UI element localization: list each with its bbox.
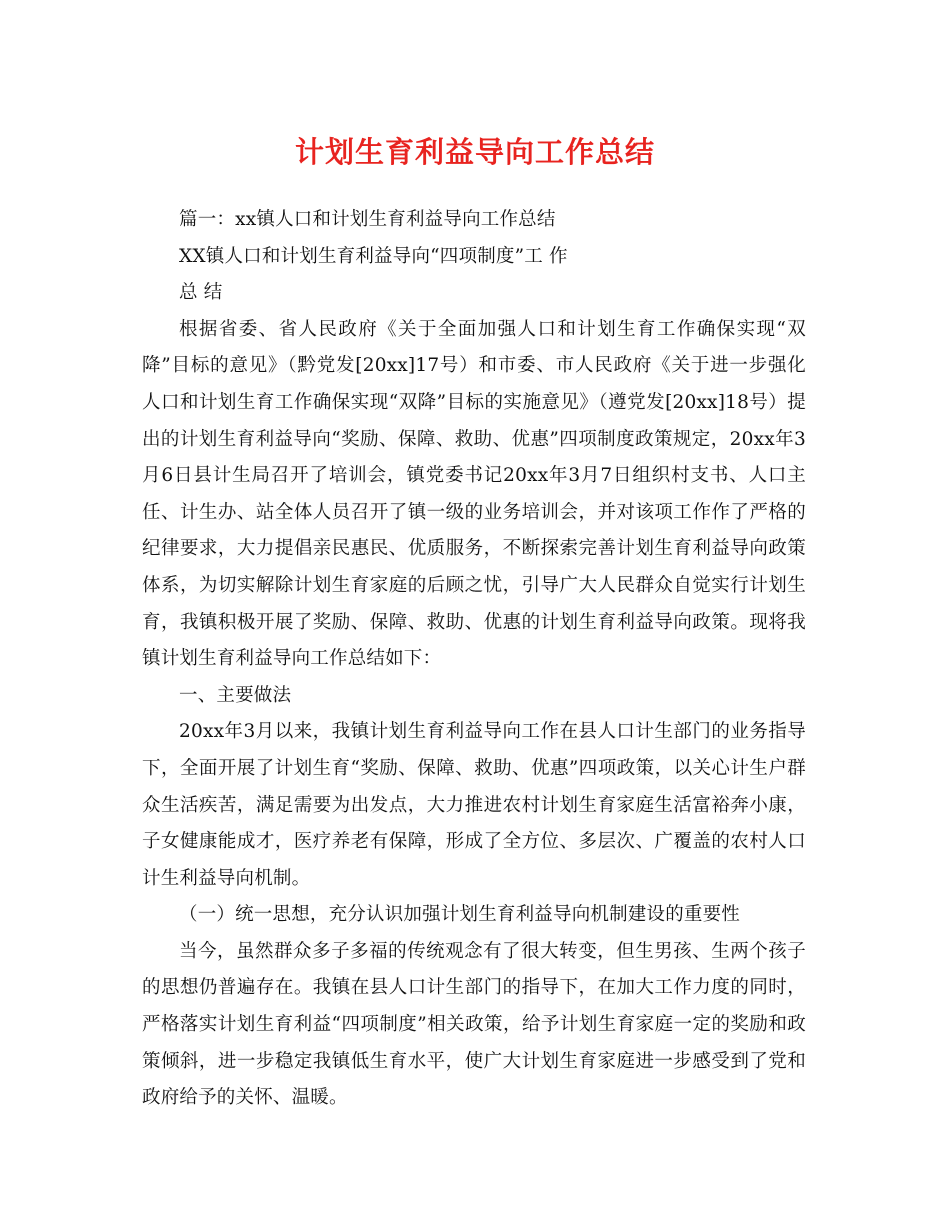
unify-thinking-paragraph: 当今，虽然群众多子多福的传统观念有了很大转变，但生男孩、生两个孩子的思想仍普遍存在。我镇在县人口计生部门的指导下，在加大工作力度的同时，严格落实计划生育利益“四项制度”相关政策，给予计划生育家庭一定的奖励和政策倾斜，进一步稳定我镇低生育水平，使广大计划生育家庭进一步感受到了党和政府给予的关怀、温暖。: [142, 940, 806, 1109]
document-body: [142, 202, 806, 1117]
subsection-heading-unify-thinking: （一）统一思想，充分认识加强计划生育利益导向机制建设的重要性: [179, 904, 741, 926]
section-heading-main-practices: 一、主要做法: [179, 684, 292, 706]
main-practices-paragraph: 20xx年3月以来，我镇计划生育利益导向工作在县人口计生部门的业务指导下，全面开展了计划生育“奖励、保障、救助、优惠”四项政策，以关心计生户群众生活疾苦，满足需要为出发点，大力推进农村计划生育家庭生活富裕奔小康，子女健康能成才，医疗养老有保障，形成了全方位、多层次、广覆盖的农村人口计生利益导向机制。: [142, 721, 806, 889]
document-title: 计划生育利益导向工作总结: [294, 135, 655, 169]
section-heading-part-one: 篇一：xx镇人口和计划生育利益导向工作总结: [179, 209, 556, 230]
report-heading-line: XX镇人口和计划生育利益导向“四项制度”工 作: [179, 245, 568, 267]
intro-paragraph: 根据省委、省人民政府《关于全面加强人口和计划生育工作确保实现“双降”目标的意见》（黔党发[20xx]17号）和市委、市人民政府《关于进一步强化人口和计划生育工作确保实现“双降”目标的实施意见》（遵党发[20xx]18号）提出的计划生育利益导向“奖励、保障、救助、优惠”四项制度政策规定，20xx年3月6日县计生局召开了培训会，镇党委书记20xx年3月7日组织村支书、人口主任、计生办、站全体人员召开了镇一级的业务培训会，并对该项工作作了严格的纪律要求，大力提倡亲民惠民、优质服务，不断探索完善计划生育利益导向政策体系，为切实解除计划生育家庭的后顾之忧，引导广大人民群众自觉实行计划生育，我镇积极开展了奖励、保障、救助、优惠的计划生育利益导向政策。现将我镇计划生育利益导向工作总结如下：: [142, 318, 806, 670]
report-heading-summary: 总 结: [179, 282, 223, 304]
